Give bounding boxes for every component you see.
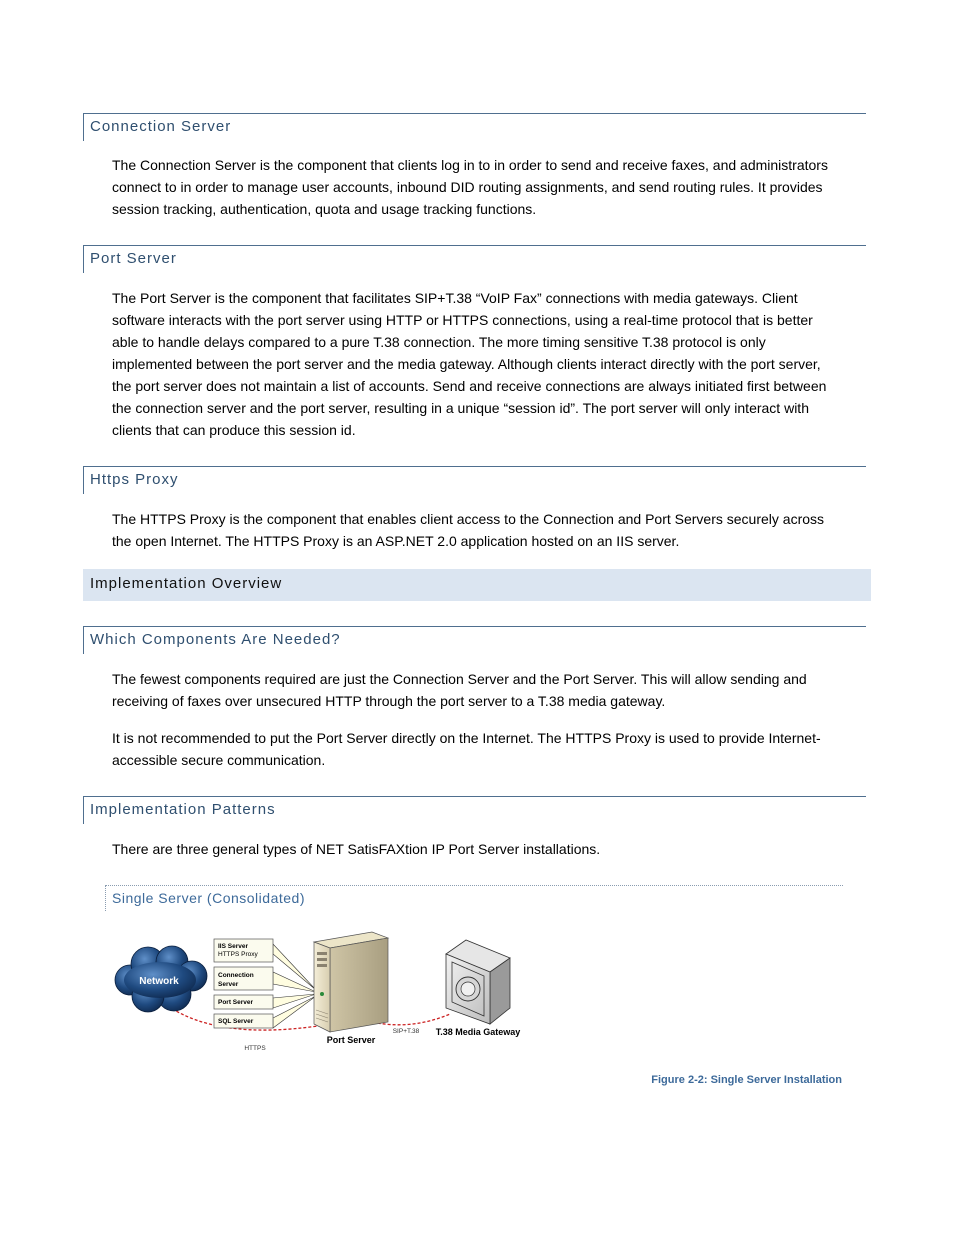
paragraph-https-proxy: The HTTPS Proxy is the component that enables client access to the Connection and Port Servers securely across the open Internet. The HTTPS Proxy is an ASP.NET 2.0 application hosted on an IIS server. xyxy=(112,511,825,549)
svg-text:Port Server: Port Server xyxy=(218,999,254,1006)
port-server-tower-icon xyxy=(314,932,388,1032)
heading-https-proxy xyxy=(83,466,866,494)
module-connection-server xyxy=(214,967,273,990)
connector-connection xyxy=(273,972,316,992)
figure-caption: Figure 2-2: Single Server Installation xyxy=(651,1074,842,1086)
paragraph-components-1: The fewest components required are just the Connection Server and the Port Server. This will allow sending and receiving of faxes over unsecured HTTP through the port server to a T.38 media gateway. xyxy=(112,671,807,709)
heading-text: Which Components Are Needed? xyxy=(90,631,341,648)
heading-connection-server xyxy=(83,113,866,141)
single-server-diagram xyxy=(108,928,532,1056)
heading-text: Single Server (Consolidated) xyxy=(112,890,305,906)
band-text: Implementation Overview xyxy=(90,575,283,592)
svg-text:Connection: Connection xyxy=(218,972,254,979)
module-port-server xyxy=(214,995,273,1009)
heading-which-components xyxy=(83,626,866,654)
paragraph-components-2: It is not recommended to put the Port Server directly on the Internet. The HTTPS Proxy is used to provide Internet-accessible secure communication. xyxy=(112,730,821,768)
port-server-label: Port Server xyxy=(326,1035,376,1045)
module-sql-server xyxy=(214,1014,273,1028)
paragraph-connection-server: The Connection Server is the component that clients log in to in order to send and receive faxes, and administrators connect to in order to manage user accounts, inbound DID routing assignments, and send routing rules. It provides session tracking, authentication, quota and usage tracking functions. xyxy=(112,157,828,217)
heading-text: Connection Server xyxy=(90,118,232,135)
heading-text: Https Proxy xyxy=(90,471,179,488)
network-label: Network xyxy=(139,976,179,987)
svg-text:HTTPS Proxy: HTTPS Proxy xyxy=(218,951,258,958)
svg-text:Server: Server xyxy=(218,981,239,988)
heading-text: Port Server xyxy=(90,250,177,267)
heading-single-server xyxy=(105,885,843,911)
heading-text: Implementation Patterns xyxy=(90,801,276,818)
media-gateway-icon xyxy=(446,940,510,1024)
sip-link-label: SIP+T.38 xyxy=(392,1028,420,1035)
paragraph-patterns: There are three general types of NET SatisFAXtion IP Port Server installations. xyxy=(112,841,601,857)
heading-implementation-overview xyxy=(83,569,871,601)
heading-implementation-patterns xyxy=(83,796,866,824)
module-iis-server xyxy=(214,939,273,962)
https-link-label: HTTPS xyxy=(244,1045,266,1052)
paragraph-port-server: The Port Server is the component that facilitates SIP+T.38 “VoIP Fax” connections with media gateways. Client software interacts with the port server using HTTP or HTTPS connections, using a real-time protocol that is better able to handle delays compared to a pure T.38 connection. The more timing sensitive T.38 protocol is only implemented between the port server and the media gateway. Although clients interact directly with the port server, the port server does not maintain a list of accounts. Send and receive connections are always initiated first between the connection server and the port server, resulting in a unique “session id”. The port server will only interact with clients that can produce this session id. xyxy=(112,290,827,438)
heading-port-server xyxy=(83,245,866,273)
svg-text:SQL Server: SQL Server xyxy=(218,1018,254,1025)
gateway-label: T.38 Media Gateway xyxy=(435,1027,521,1037)
svg-text:IIS Server: IIS Server xyxy=(218,943,248,950)
